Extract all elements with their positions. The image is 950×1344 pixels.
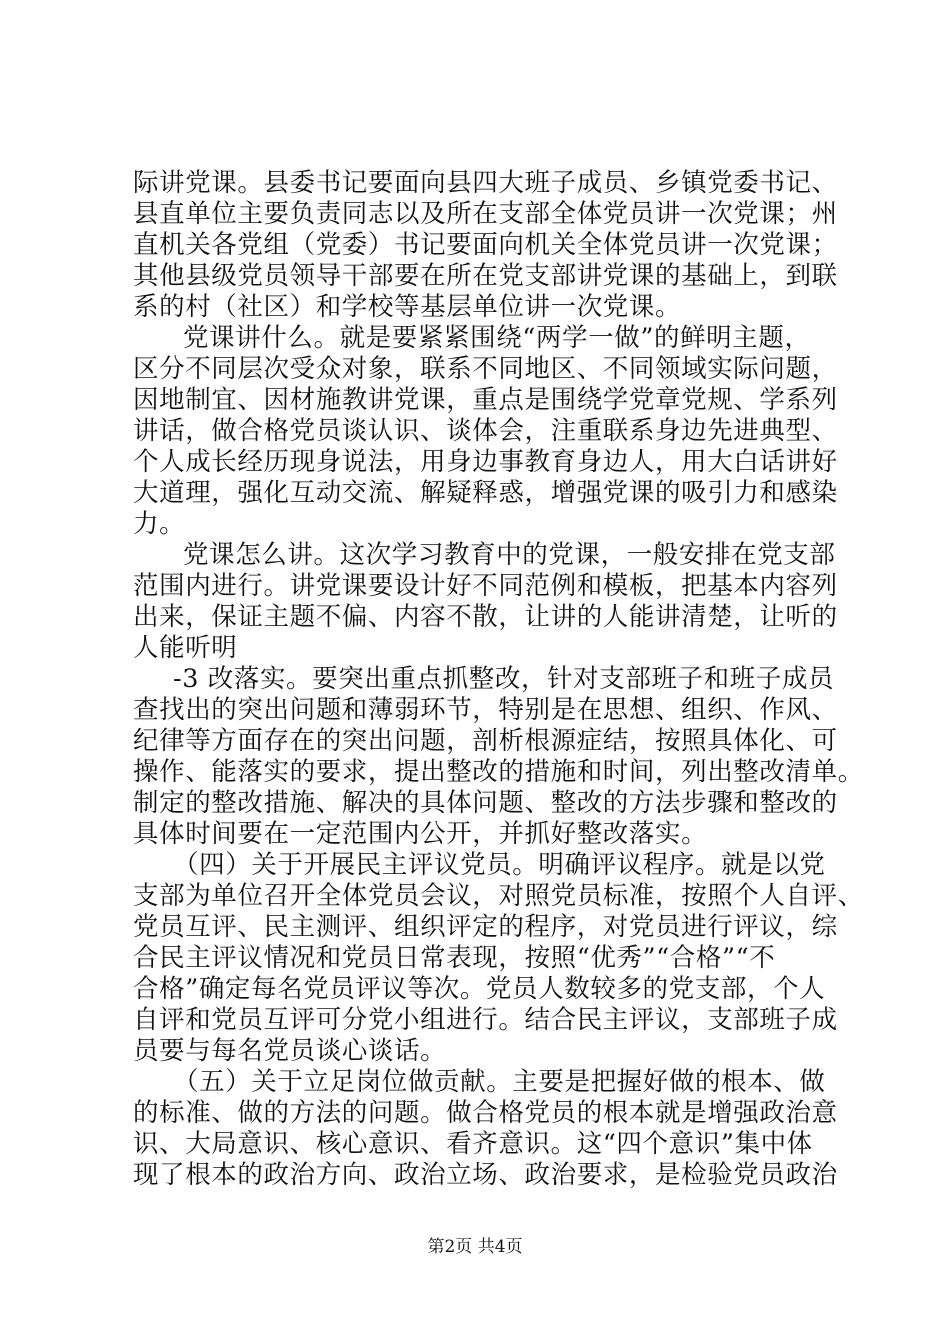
text-line: 的标准、做的方法的问题。做合格党员的根本就是增强政治意 [133, 1098, 838, 1128]
section-heading-line: （五）关于立足岗位做贡献。主要是把握好做的根本、做 [173, 1067, 826, 1097]
text-line: 际讲党课。县委书记要面向县四大班子成员、乡镇党委书记、 [133, 168, 838, 198]
section-heading-line: （四）关于开展民主评议党员。明确评议程序。就是以党 [173, 850, 826, 880]
text-line: 系的村（社区）和学校等基层单位讲一次党课。 [133, 292, 682, 322]
text-line: 制定的整改措施、解决的具体问题、整改的方法步骤和整改的 [133, 788, 838, 818]
text-line: 范围内进行。讲党课要设计好不同范例和模板，把基本内容列 [133, 571, 838, 601]
text-line: 合民主评议情况和党员日常表现，按照“优秀”“合格”“不 [133, 943, 776, 973]
text-line: 具体时间要在一定范围内公开，并抓好整改落实。 [133, 819, 708, 849]
text-line: 其他县级党员领导干部要在所在党支部讲党课的基础上，到联 [133, 261, 838, 291]
text-line: 出来，保证主题不偏、内容不散，让讲的人能讲清楚，让听的 [133, 602, 838, 632]
paragraph-start-line: -3 改落实。要突出重点抓整改，针对支部班子和班子成员 [173, 664, 835, 694]
text-line: 自评和党员互评可分党小组进行。结合民主评议，支部班子成 [133, 1005, 838, 1035]
text-line: 人能听明 [133, 633, 238, 663]
text-line: 支部为单位召开全体党员会议，对照党员标准，按照个人自评、 [133, 881, 864, 911]
paragraph-start-line: 党课讲什么。就是要紧紧围绕“两学一做”的鲜明主题， [183, 323, 811, 353]
text-line: 因地制宜、因材施教讲党课，重点是围绕学党章党规、学系列 [133, 385, 838, 415]
text-line: 识、大局意识、核心意识、看齐意识。这“四个意识”集中体 [133, 1129, 813, 1159]
text-line: 操作、能落实的要求，提出整改的措施和时间，列出整改清单。 [133, 757, 864, 787]
text-line: 合格”确定每名党员评议等次。党员人数较多的党支部，个人 [133, 974, 826, 1004]
text-line: 县直单位主要负责同志以及所在支部全体党员讲一次党课；州 [133, 199, 838, 229]
text-line: 力。 [133, 509, 186, 539]
text-line: 个人成长经历现身说法，用身边事教育身边人，用大白话讲好 [133, 447, 838, 477]
document-body [133, 168, 864, 1191]
text-line: 查找出的突出问题和薄弱环节，特别是在思想、组织、作风、 [133, 695, 838, 725]
text-line: 党员互评、民主测评、组织评定的程序，对党员进行评议，综 [133, 912, 838, 942]
text-line: 纪律等方面存在的突出问题，剖析根源症结，按照具体化、可 [133, 726, 838, 756]
text-line: 直机关各党组（党委）书记要面向机关全体党员讲一次党课； [133, 230, 838, 260]
text-line: 讲话，做合格党员谈认识、谈体会，注重联系身边先进典型、 [133, 416, 838, 446]
text-line: 员要与每名党员谈心谈话。 [133, 1036, 447, 1066]
page-number-footer: 第2页 共4页 [427, 1237, 523, 1257]
paragraph-start-line: 党课怎么讲。这次学习教育中的党课，一般安排在党支部 [183, 540, 836, 570]
text-line: 大道理，强化互动交流、解疑释惑，增强党课的吸引力和感染 [133, 478, 838, 508]
text-line: 区分不同层次受众对象，联系不同地区、不同领域实际问题， [133, 354, 838, 384]
text-line: 现了根本的政治方向、政治立场、政治要求，是检验党员政治 [133, 1160, 838, 1190]
